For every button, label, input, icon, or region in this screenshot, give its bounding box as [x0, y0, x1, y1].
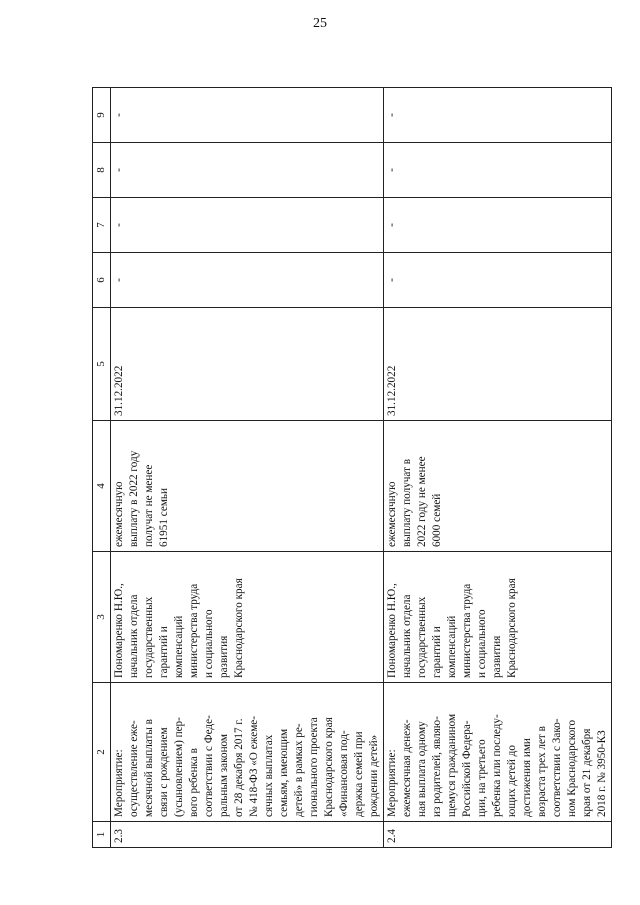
header-cell: 7	[93, 198, 111, 253]
event-cell: Мероприятие: осуществление еже- месячной выплаты в связи с рождением (усыновлением) пер- вого ребенка в соответствии с Феде- ральным законом от 28 декабря 2017 г. № 418-ФЗ «О ежеме- сячных выплатах семьям, имеющим детей» в рамках ре- гионального проекта Краснодарского края «Финансовая под- держка семей при рождении детей»	[111, 683, 384, 822]
header-cell: 2	[93, 683, 111, 822]
header-cell: 1	[93, 822, 111, 848]
header-cell: 6	[93, 253, 111, 308]
header-cell: 5	[93, 308, 111, 421]
page-number: 25	[313, 16, 327, 31]
date-cell: 31.12.2022	[384, 308, 612, 421]
result-cell: ежемесячную выплату в 2022 году получат не менее 61951 семьи	[111, 421, 384, 552]
col8-cell: -	[111, 143, 384, 198]
col6-cell: -	[384, 253, 612, 308]
row-number: 2.3	[111, 822, 384, 848]
table-row	[111, 88, 384, 848]
row-number: 2.4	[384, 822, 612, 848]
date-cell: 31.12.2022	[111, 308, 384, 421]
col7-cell: -	[384, 198, 612, 253]
header-cell: 3	[93, 552, 111, 683]
event-cell: Мероприятие: ежемесячная денеж- ная выплата одному из родителей, являю- щемуся гражданином Российской Федера- ции, на третьего ребенка или последу- ющих детей до достижения ими возраста трех лет в соответствии с Зако- ном Краснодарского края от 21 декабря 2018 г. № 3950-КЗ	[384, 683, 612, 822]
responsible-cell: Пономаренко Н.Ю., начальник отдела государственных гарантий и компенсаций министерства труда и социального развития Краснодарского края	[384, 552, 612, 683]
col6-cell: -	[111, 253, 384, 308]
header-cell: 4	[93, 421, 111, 552]
responsible-cell: Пономаренко Н.Ю., начальник отдела государственных гарантий и компенсаций министерства труда и социального развития Краснодарского края	[111, 552, 384, 683]
result-cell: ежемесячную выплату получат в 2022 году не менее 6000 семей	[384, 421, 612, 552]
col7-cell: -	[111, 198, 384, 253]
header-row	[93, 88, 111, 848]
landscape-table-container	[92, 88, 608, 848]
header-cell: 9	[93, 88, 111, 143]
col8-cell: -	[384, 143, 612, 198]
table-row	[384, 88, 612, 848]
col9-cell: -	[111, 88, 384, 143]
plan-table	[92, 87, 612, 848]
header-cell: 8	[93, 143, 111, 198]
col9-cell: -	[384, 88, 612, 143]
